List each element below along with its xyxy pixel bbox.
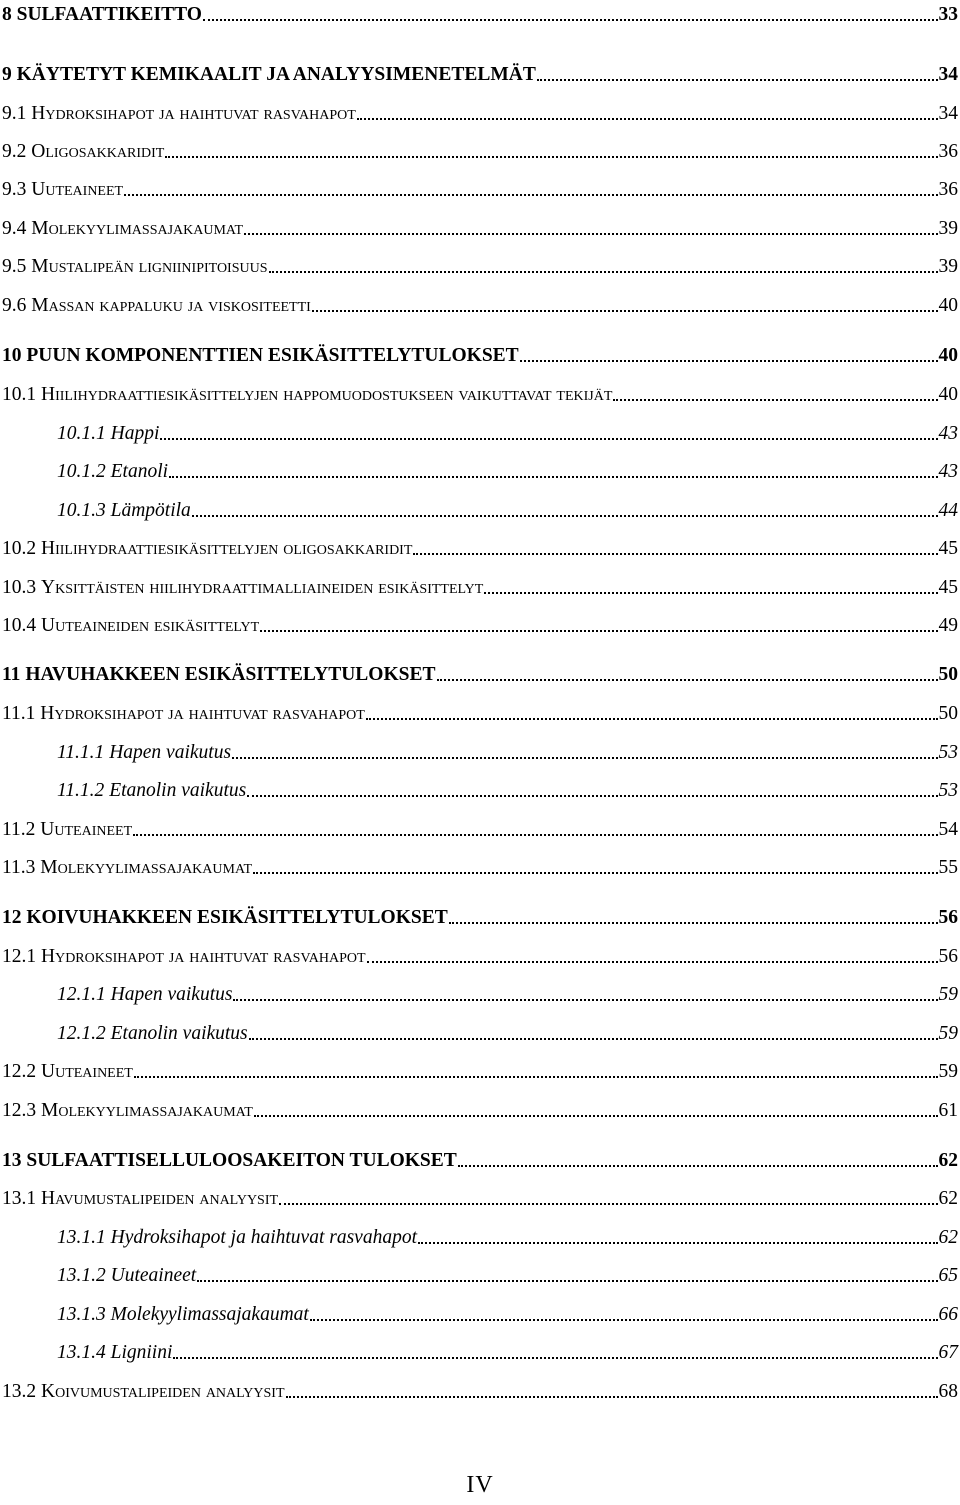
toc-entry-title xyxy=(2,1100,253,1122)
dot-leader xyxy=(312,310,938,312)
toc-entry-title xyxy=(2,218,243,240)
dot-leader xyxy=(537,79,938,81)
dot-leader xyxy=(134,1076,938,1078)
toc-entry-number: 12.1.1 xyxy=(57,984,106,1005)
dot-leader xyxy=(192,515,938,517)
toc-entry-page: 59 xyxy=(938,1061,958,1082)
toc-entry-number: 10.4 xyxy=(2,615,37,636)
toc-entry-number: 10.1.2 xyxy=(57,461,106,482)
toc-entry-text: Hydroksihapot ja haihtuvat rasvahapot xyxy=(110,1227,418,1248)
dot-leader xyxy=(413,553,937,555)
toc-entry-page: 40 xyxy=(938,345,958,366)
toc-entry[interactable] xyxy=(0,214,958,240)
toc-entry-page: 43 xyxy=(938,423,958,444)
toc-entry-title xyxy=(2,1061,133,1083)
toc-entry-number: 12.2 xyxy=(2,1061,37,1082)
toc-entry[interactable] xyxy=(0,137,958,163)
dot-leader xyxy=(366,718,938,720)
toc-entry-title xyxy=(57,742,231,764)
dot-leader xyxy=(260,630,937,632)
dot-leader xyxy=(458,1165,938,1167)
toc-entry-text: Koivumustalipeiden analyysit xyxy=(41,1381,285,1402)
toc-entry[interactable] xyxy=(0,611,958,637)
dot-leader xyxy=(197,1280,937,1282)
toc-entry-text: Hiilihydraattiesikäsittelyjen oligosakkaridit xyxy=(41,538,413,559)
toc-entry-text: Uuteaineet xyxy=(41,1061,133,1082)
toc-entry[interactable] xyxy=(0,1146,958,1172)
dot-leader xyxy=(232,757,937,759)
toc-entry-title xyxy=(2,4,202,26)
toc-entry-number: 11.1.1 xyxy=(57,742,105,763)
dot-leader xyxy=(269,271,938,273)
toc-entry[interactable] xyxy=(0,738,958,764)
toc-entry-page: 61 xyxy=(938,1100,958,1121)
toc-entry[interactable] xyxy=(0,496,958,522)
toc-entry[interactable] xyxy=(0,573,958,599)
toc-entry-page: 44 xyxy=(938,500,958,521)
dot-leader xyxy=(437,679,938,681)
dot-leader xyxy=(247,795,937,797)
toc-entry-title xyxy=(2,907,448,929)
toc-entry-text: Etanolin vaikutus xyxy=(109,780,247,801)
toc-entry-page: 54 xyxy=(938,819,958,840)
toc-entry-number: 10.1 xyxy=(2,384,37,405)
dot-leader xyxy=(449,922,938,924)
toc-entry-page: 62 xyxy=(938,1188,958,1209)
toc-entry[interactable] xyxy=(0,903,958,929)
toc-entry-title xyxy=(2,664,436,686)
toc-entry-number: 9.3 xyxy=(2,179,27,200)
toc-entry[interactable] xyxy=(0,1184,958,1210)
toc-entry-title xyxy=(2,946,366,968)
toc-entry-number: 9.4 xyxy=(2,218,27,239)
toc-entry-page: 34 xyxy=(938,64,958,85)
toc-entry-page: 36 xyxy=(938,141,958,162)
toc-entry[interactable] xyxy=(0,1300,958,1326)
toc-entry-page: 45 xyxy=(938,538,958,559)
toc-entry[interactable] xyxy=(0,660,958,686)
toc-entry[interactable] xyxy=(0,99,958,125)
toc-entry[interactable] xyxy=(0,175,958,201)
toc-entry-page: 62 xyxy=(938,1150,958,1171)
toc-entry-text: Hapen vaikutus xyxy=(110,984,233,1005)
toc-entry[interactable] xyxy=(0,815,958,841)
toc-entry-page: 59 xyxy=(938,1023,958,1044)
toc-entry-page: 53 xyxy=(938,780,958,801)
toc-entry-title xyxy=(2,103,356,125)
toc-entry-page: 40 xyxy=(938,384,958,405)
toc-entry-title xyxy=(2,1381,285,1403)
toc-entry-text: PUUN KOMPONENTTIEN ESIKÄSITTELYTULOKSET xyxy=(26,345,519,366)
toc-entry-page: 56 xyxy=(938,907,958,928)
toc-entry-number: 8 xyxy=(2,4,12,25)
toc-entry-text: Yksittäisten hiilihydraattimalliaineiden esikäsittelyt xyxy=(41,577,484,598)
toc-entry-title xyxy=(2,141,164,163)
toc-entry-text: Molekyylimassajakaumat xyxy=(110,1304,309,1325)
toc-entry-text: SULFAATTIKEITTO xyxy=(16,4,202,25)
toc-entry-page: 34 xyxy=(938,103,958,124)
toc-entry-title xyxy=(2,819,132,841)
toc-entry-page: 39 xyxy=(938,218,958,239)
dot-leader xyxy=(169,476,937,478)
toc-entry-title xyxy=(57,1023,248,1045)
toc-entry-number: 10.2 xyxy=(2,538,37,559)
toc-entry[interactable] xyxy=(0,1096,958,1122)
toc-entry-number: 9.1 xyxy=(2,103,27,124)
toc-entry[interactable] xyxy=(0,699,958,725)
toc-entry-number: 13.1 xyxy=(2,1188,37,1209)
toc-entry-text: Etanolin vaikutus xyxy=(110,1023,248,1044)
toc-entry-number: 13.1.3 xyxy=(57,1304,106,1325)
toc-entry-number: 10 xyxy=(2,345,22,366)
toc-entry[interactable] xyxy=(0,457,958,483)
toc-entry[interactable] xyxy=(0,1377,958,1403)
toc-entry-page: 68 xyxy=(938,1381,958,1402)
toc-entry-number: 9.5 xyxy=(2,256,27,277)
toc-entry-page: 66 xyxy=(938,1304,958,1325)
toc-entry[interactable] xyxy=(0,776,958,802)
toc-entry-number: 11.1.2 xyxy=(57,780,105,801)
toc-entry-number: 10.3 xyxy=(2,577,37,598)
dot-leader xyxy=(310,1319,938,1321)
toc-entry-title xyxy=(57,1265,196,1287)
toc-entry-page: 56 xyxy=(938,946,958,967)
toc-entry-page: 65 xyxy=(938,1265,958,1286)
dot-leader xyxy=(418,1242,937,1244)
toc-entry[interactable] xyxy=(0,1057,958,1083)
toc-entry-title xyxy=(57,1342,172,1364)
toc-entry-title xyxy=(2,1188,278,1210)
toc-entry-text: Hydroksihapot ja haihtuvat rasvahapot xyxy=(41,946,366,967)
toc-entry-text: Uuteaineet xyxy=(110,1265,197,1286)
toc-entry-title xyxy=(57,423,159,445)
toc-entry-title xyxy=(57,500,191,522)
toc-entry[interactable] xyxy=(0,534,958,560)
toc-entry-text: Hydroksihapot ja haihtuvat rasvahapot xyxy=(31,103,356,124)
dot-leader xyxy=(484,592,937,594)
toc-entry-number: 10.1.1 xyxy=(57,423,106,444)
toc-entry-title xyxy=(2,1150,457,1172)
toc-entry-number: 9.6 xyxy=(2,295,27,316)
toc-entry[interactable] xyxy=(0,1019,958,1045)
toc-entry-text: Etanoli xyxy=(110,461,169,482)
toc-entry[interactable] xyxy=(0,942,958,968)
dot-leader xyxy=(133,834,937,836)
page-number: IV xyxy=(466,1472,494,1498)
toc-entry-number: 9.2 xyxy=(2,141,27,162)
dot-leader xyxy=(357,118,938,120)
toc-entry-text: Ligniini xyxy=(110,1342,173,1363)
toc-entry-text: Oligosakkaridit xyxy=(31,141,165,162)
dot-leader xyxy=(367,961,938,963)
toc-entry[interactable] xyxy=(0,1261,958,1287)
toc-entry-title xyxy=(57,1227,417,1249)
toc-entry[interactable] xyxy=(0,853,958,879)
dot-leader xyxy=(203,19,938,21)
toc-entry-number: 12.1.2 xyxy=(57,1023,106,1044)
toc-entry-text: Mustalipeän ligniinipitoisuus xyxy=(31,256,268,277)
toc-entry[interactable] xyxy=(0,60,958,86)
toc-entry-number: 12 xyxy=(2,907,22,928)
toc-entry-title xyxy=(2,345,519,367)
dot-leader xyxy=(124,194,937,196)
toc-entry-text: Lämpötila xyxy=(110,500,191,521)
toc-entry-title xyxy=(2,64,536,86)
toc-entry-page: 43 xyxy=(938,461,958,482)
toc-entry-page: 40 xyxy=(938,295,958,316)
toc-entry-page: 49 xyxy=(938,615,958,636)
toc-entry-title xyxy=(57,984,232,1006)
dot-leader xyxy=(254,1115,938,1117)
toc-entry-title xyxy=(2,857,252,879)
dot-leader xyxy=(253,872,937,874)
toc-entry[interactable] xyxy=(0,980,958,1006)
toc-entry-number: 13.1.4 xyxy=(57,1342,106,1363)
toc-entry[interactable] xyxy=(0,341,958,367)
toc-entry[interactable] xyxy=(0,380,958,406)
toc-entry-title xyxy=(2,615,259,637)
toc-entry-page: 39 xyxy=(938,256,958,277)
toc-entry-text: Uuteaineiden esikäsittelyt xyxy=(41,615,260,636)
dot-leader xyxy=(279,1203,937,1205)
toc-entry-title xyxy=(57,780,246,802)
toc-entry-text: Happi xyxy=(110,423,160,444)
toc-entry-title xyxy=(2,295,311,317)
toc-entry-text: KÄYTETYT KEMIKAALIT JA ANALYYSIMENETELMÄT xyxy=(16,64,536,85)
toc-entry-number: 11.2 xyxy=(2,819,36,840)
toc-entry-page: 50 xyxy=(938,703,958,724)
toc-entry-number: 11.1 xyxy=(2,703,36,724)
dot-leader xyxy=(286,1396,938,1398)
toc-entry-number: 12.1 xyxy=(2,946,37,967)
toc-entry-page: 50 xyxy=(938,664,958,685)
toc-entry[interactable] xyxy=(0,291,958,317)
toc-entry-title xyxy=(2,179,123,201)
toc-entry-text: SULFAATTISELLULOOSAKEITON TULOKSET xyxy=(26,1150,457,1171)
toc-entry-number: 13.1.1 xyxy=(57,1227,106,1248)
toc-entry-page: 62 xyxy=(938,1227,958,1248)
toc-entry-title xyxy=(2,577,483,599)
toc-entry-page: 59 xyxy=(938,984,958,1005)
toc-entry-number: 10.1.3 xyxy=(57,500,106,521)
toc-entry-text: Hydroksihapot ja haihtuvat rasvahapot xyxy=(40,703,365,724)
toc-entry-number: 9 xyxy=(2,64,12,85)
toc-entry-page: 33 xyxy=(938,4,958,25)
dot-leader xyxy=(613,399,937,401)
dot-leader xyxy=(165,156,937,158)
toc-entry-number: 13.2 xyxy=(2,1381,37,1402)
toc-entry-page: 36 xyxy=(938,179,958,200)
toc-entry-title xyxy=(2,703,365,725)
toc-entry-number: 11.3 xyxy=(2,857,36,878)
toc-entry-text: KOIVUHAKKEEN ESIKÄSITTELYTULOKSET xyxy=(26,907,448,928)
toc-entry-text: Uuteaineet xyxy=(31,179,124,200)
toc-entry-text: Uuteaineet xyxy=(40,819,133,840)
dot-leader xyxy=(520,360,938,362)
toc-entry-page: 45 xyxy=(938,577,958,598)
toc-entry[interactable] xyxy=(0,0,958,26)
toc-entry-title xyxy=(57,461,168,483)
toc-entry-text: Havumustalipeiden analyysit xyxy=(41,1188,279,1209)
toc-entry-number: 12.3 xyxy=(2,1100,37,1121)
toc-entry-title xyxy=(57,1304,309,1326)
toc-entry[interactable] xyxy=(0,1338,958,1364)
toc-entry-page: 67 xyxy=(938,1342,958,1363)
dot-leader xyxy=(160,438,937,440)
toc-entry-text: HAVUHAKKEEN ESIKÄSITTELYTULOKSET xyxy=(25,664,436,685)
dot-leader xyxy=(233,999,937,1001)
toc-entry-text: Hapen vaikutus xyxy=(109,742,232,763)
dot-leader xyxy=(249,1038,938,1040)
toc-entry-title xyxy=(2,384,612,406)
toc-entry-page: 53 xyxy=(938,742,958,763)
dot-leader xyxy=(173,1357,937,1359)
toc-entry-text: Massan kappaluku ja viskositeetti xyxy=(31,295,311,316)
dot-leader xyxy=(244,233,937,235)
toc-entry-title xyxy=(2,538,412,560)
toc-entry-number: 11 xyxy=(2,664,21,685)
toc-entry[interactable] xyxy=(0,1223,958,1249)
toc-entry-number: 13 xyxy=(2,1150,22,1171)
toc-entry-number: 13.1.2 xyxy=(57,1265,106,1286)
toc-entry-page: 55 xyxy=(938,857,958,878)
toc-entry-text: Hiilihydraattiesikäsittelyjen happomuodostukseen vaikuttavat tekijät xyxy=(41,384,613,405)
toc-entry[interactable] xyxy=(0,252,958,278)
toc-entry-text: Molekyylimassajakaumat xyxy=(31,218,244,239)
toc-entry[interactable] xyxy=(0,419,958,445)
toc-entry-text: Molekyylimassajakaumat xyxy=(41,1100,253,1121)
toc-entry-text: Molekyylimassajakaumat xyxy=(40,857,253,878)
toc-entry-title xyxy=(2,256,268,278)
